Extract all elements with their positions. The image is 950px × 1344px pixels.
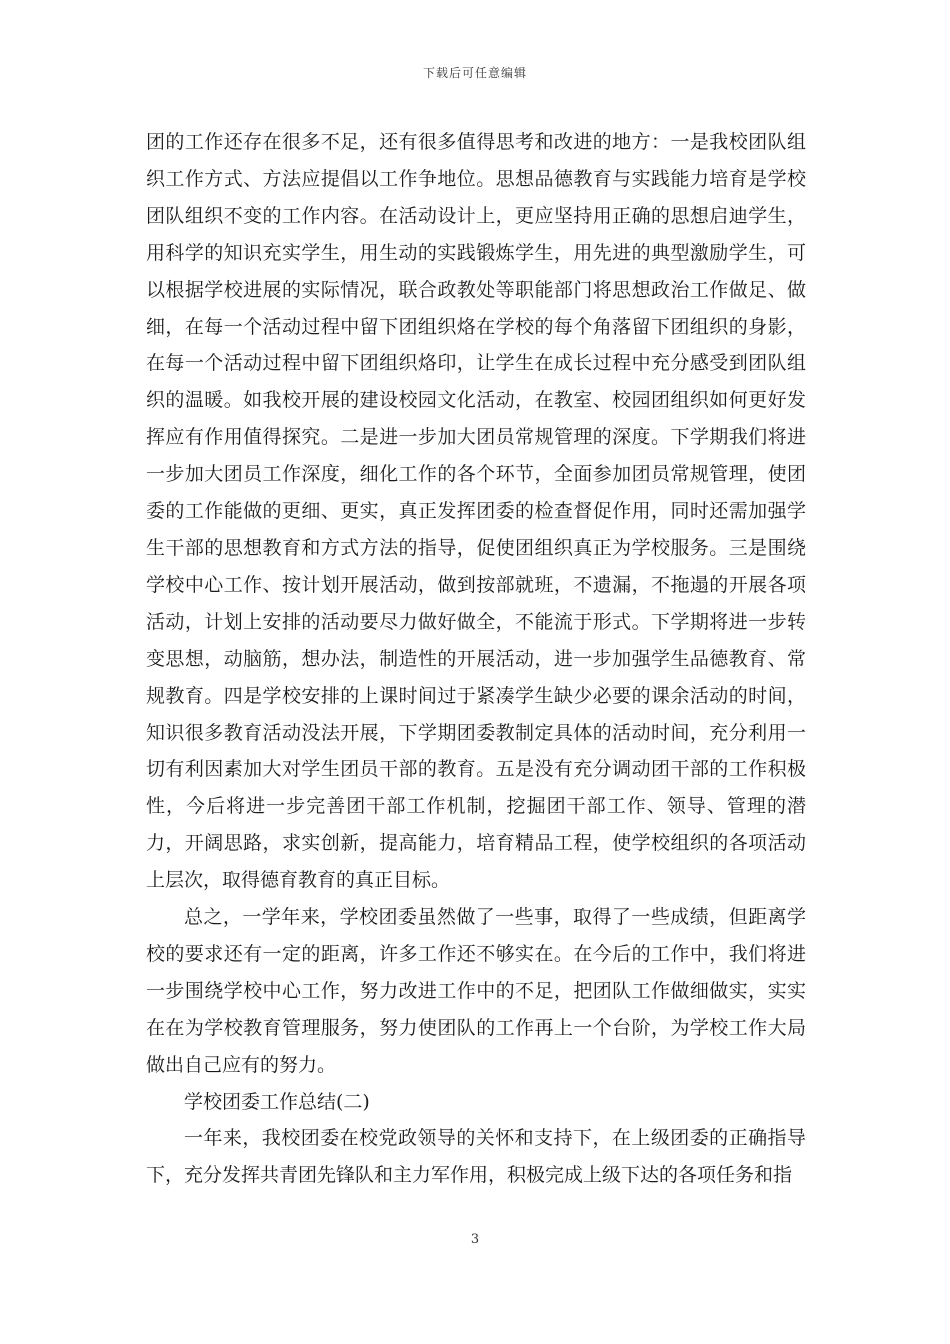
page-number: 3 bbox=[470, 1232, 480, 1247]
paragraph-3: 一年来，我校团委在校党政领导的关怀和支持下，在上级团委的正确指导下，充分发挥共青团先锋队和主力军作用，积极完成上级下达的各项任务和指 bbox=[146, 1127, 806, 1187]
section-heading: 学校团委工作总结(二) bbox=[184, 1090, 370, 1113]
paragraph-2: 总之，一学年来，学校团委虽然做了一些事，取得了一些成绩，但距离学校的要求还有一定的距离，许多工作还不够实在。在今后的工作中，我们将进一步围绕学校中心工作，努力改进工作中的不足，把团队工作做细做实，实实在在为学校教育管理服务，努力使团队的工作再上一个台阶，为学校工作大局做出自己应有的努力。 bbox=[146, 906, 806, 1076]
document-body bbox=[146, 124, 806, 1194]
page-header: 下载后可任意编辑 bbox=[422, 66, 527, 80]
paragraph-1: 团的工作还存在很多不足，还有很多值得思考和改进的地方：一是我校团队组织工作方式、方法应提倡以工作争地位。思想品德教育与实践能力培育是学校团队组织不变的工作内容。在活动设计上，更应坚持用正确的思想启迪学生，用科学的知识充实学生，用生动的实践锻炼学生，用先进的典型激励学生，可以根据学校进展的实际情况，联合政教处等职能部门将思想政治工作做足、做细，在每一个活动过程中留下团组织烙在学校的每个角落留下团组织的身影，在每一个活动过程中留下团组织烙印，让学生在成长过程中充分感受到团队组织的温暖。如我校开展的建设校园文化活动，在教室、校园团组织如何更好发挥应有作用值得探究。二是进一步加大团员常规管理的深度。下学期我们将进一步加大团员工作深度，细化工作的各个环节，全面参加团员常规管理，使团委的工作能做的更细、更实，真正发挥团委的检查督促作用，同时还需加强学生干部的思想教育和方式方法的指导，促使团组织真正为学校服务。三是围绕学校中心工作、按计划开展活动，做到按部就班，不遗漏，不拖遢的开展各项活动，计划上安排的活动要尽力做好做全，不能流于形式。下学期将进一步转变思想，动脑筋，想办法，制造性的开展活动，进一步加强学生品德教育、常规教育。四是学校安排的上课时间过于紧凑学生缺少必要的课余活动的时间，知识很多教育活动没法开展，下学期团委教制定具体的活动时间，充分利用一切有利因素加大对学生团员干部的教育。五是没有充分调动团干部的工作积极性，今后将进一步完善团干部工作机制，挖掘团干部工作、领导、管理的潜力，开阔思路，求实创新，提高能力，培育精品工程，使学校组织的各项活动上层次，取得德育教育的真正目标。 bbox=[146, 131, 806, 892]
